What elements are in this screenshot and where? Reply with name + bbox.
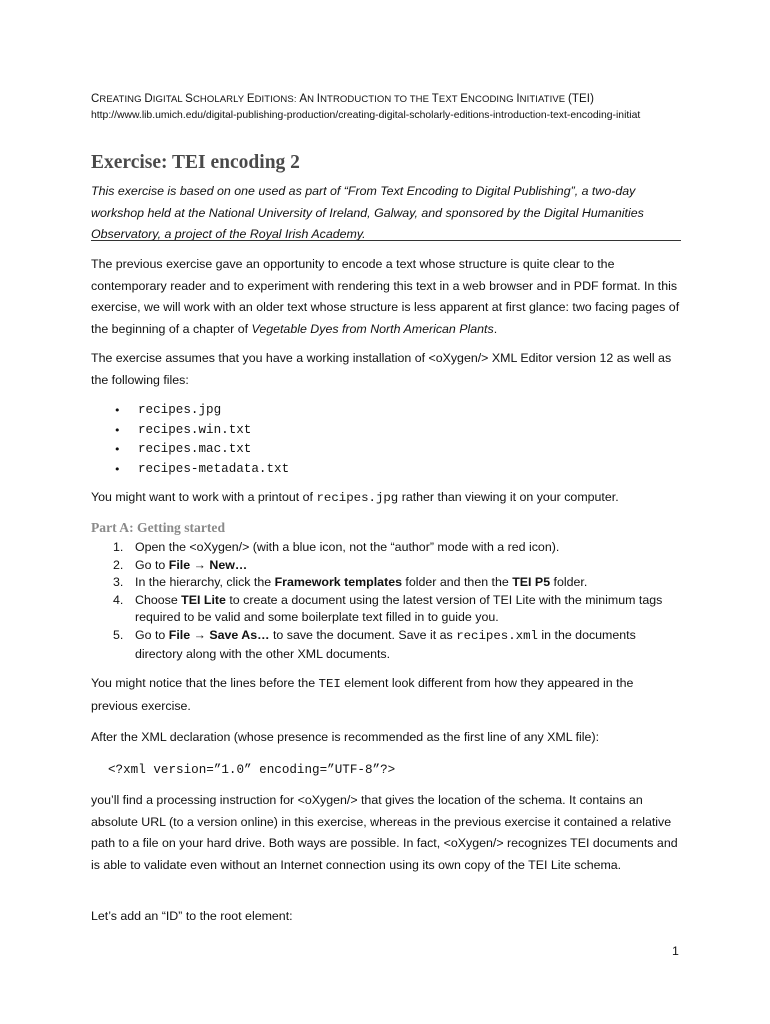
page-number: 1 [672,944,679,958]
list-item: • recipes.win.txt [108,421,289,441]
list-item: 3. In the hierarchy, click the Framework templates folder and then the TEI P5 folder. [113,575,588,590]
paragraph-xml-declaration: After the XML declaration (whose presence is recommended as the first line of any XML file): [91,730,600,744]
paragraph-assumptions: The exercise assumes that you have a working installation of <oXygen/> XML Editor version 12 as well as the following files: [91,351,672,387]
bullet-icon: • [114,462,121,476]
bullet-icon: • [114,423,121,437]
inline-code: recipes.jpg [316,491,399,505]
title-part: CREATING [91,93,145,105]
title-part: INITIATIVE [516,93,568,105]
list-item: 5. Go to File → Save As… to save the document. Save it as recipes.xml in the documents directory along with the other XML documents. [113,627,636,661]
code-xml-declaration: <?xml version=”1.0” encoding=”UTF-8”?> [108,763,396,777]
document-url: http://www.lib.umich.edu/digital-publishing-production/creating-digital-scholarly-editions-introduction-text-encoding-initiat [91,110,641,121]
title-part: INTRODUCTION TO THE [316,93,432,105]
document-header-title [91,93,594,105]
list-item: 4. Choose TEI Lite to create a document using the latest version of TEI Lite with the minimum tags required to be valid and some boilerplate text filled in to guide you. [113,592,663,625]
paragraph-printout: You might want to work with a printout of recipes.jpg rather than viewing it on your computer. [91,490,619,505]
section-divider [91,240,681,241]
inline-code: recipes.xml [456,628,538,643]
part-a-heading: Part A: Getting started [91,520,226,535]
bullet-icon: • [114,443,121,456]
bullet-icon: • [114,404,121,417]
title-part: DIGITAL [144,93,186,105]
paragraph-previous-exercise: The previous exercise gave an opportunity to encode a text whose structure is quite clear to the contemporary reader and to experiment with rendering this text in a web browser and in PDF format. In this exercise, we will work with an older text whose structure is less apparent at first glance: two facing pages of the beginning of a chapter of Vegetable Dyes from North American Plants. [91,257,680,336]
title-part: ENCODING [460,93,517,105]
paragraph-add-id: Let’s add an “ID” to the root element: [91,909,293,923]
title-part: EDITIONS: [246,93,300,105]
file-list [108,401,289,479]
list-item: 2. Go to File → New… [113,557,248,572]
book-title: Vegetable Dyes from North American Plants [251,321,494,336]
paragraph-tei-element: You might notice that the lines before the TEI element look different from how they appeared in the previous exercise. [91,676,634,713]
list-item: • recipes.mac.txt [108,440,289,460]
exercise-intro: This exercise is based on one used as part of “From Text Encoding to Digital Publishing”, a two-day workshop held at the National University of Ireland, Galway, and sponsored by the Digital Humanities Observatory, a project of the Royal Irish Academy. [91,184,644,241]
title-part: TEXT [431,93,461,105]
inline-code: TEI [318,677,341,691]
title-part: AN [299,93,317,105]
title-part: SCHOLARLY [185,93,247,105]
title-part: (TEI) [567,93,595,105]
steps-list [91,539,681,663]
list-item: • recipes.jpg [108,401,289,421]
paragraph-processing-instruction: you’ll find a processing instruction for <oXygen/> that gives the location of the schema. It contains an absolute URL (to a version online) in this exercise, whereas in the previous exercise it contained a relative path to a file on your hard drive. Both ways are possible. In fact, <oXygen/> recognizes TEI documents and is able to validate even without an Internet connection using its own copy of the TEI Lite schema. [91,793,678,872]
list-item: 1. Open the <oXygen/> (with a blue icon, not the “author” mode with a red icon). [113,540,560,554]
list-item: • recipes-metadata.txt [108,460,289,480]
exercise-title: Exercise: TEI encoding 2 [91,152,300,173]
